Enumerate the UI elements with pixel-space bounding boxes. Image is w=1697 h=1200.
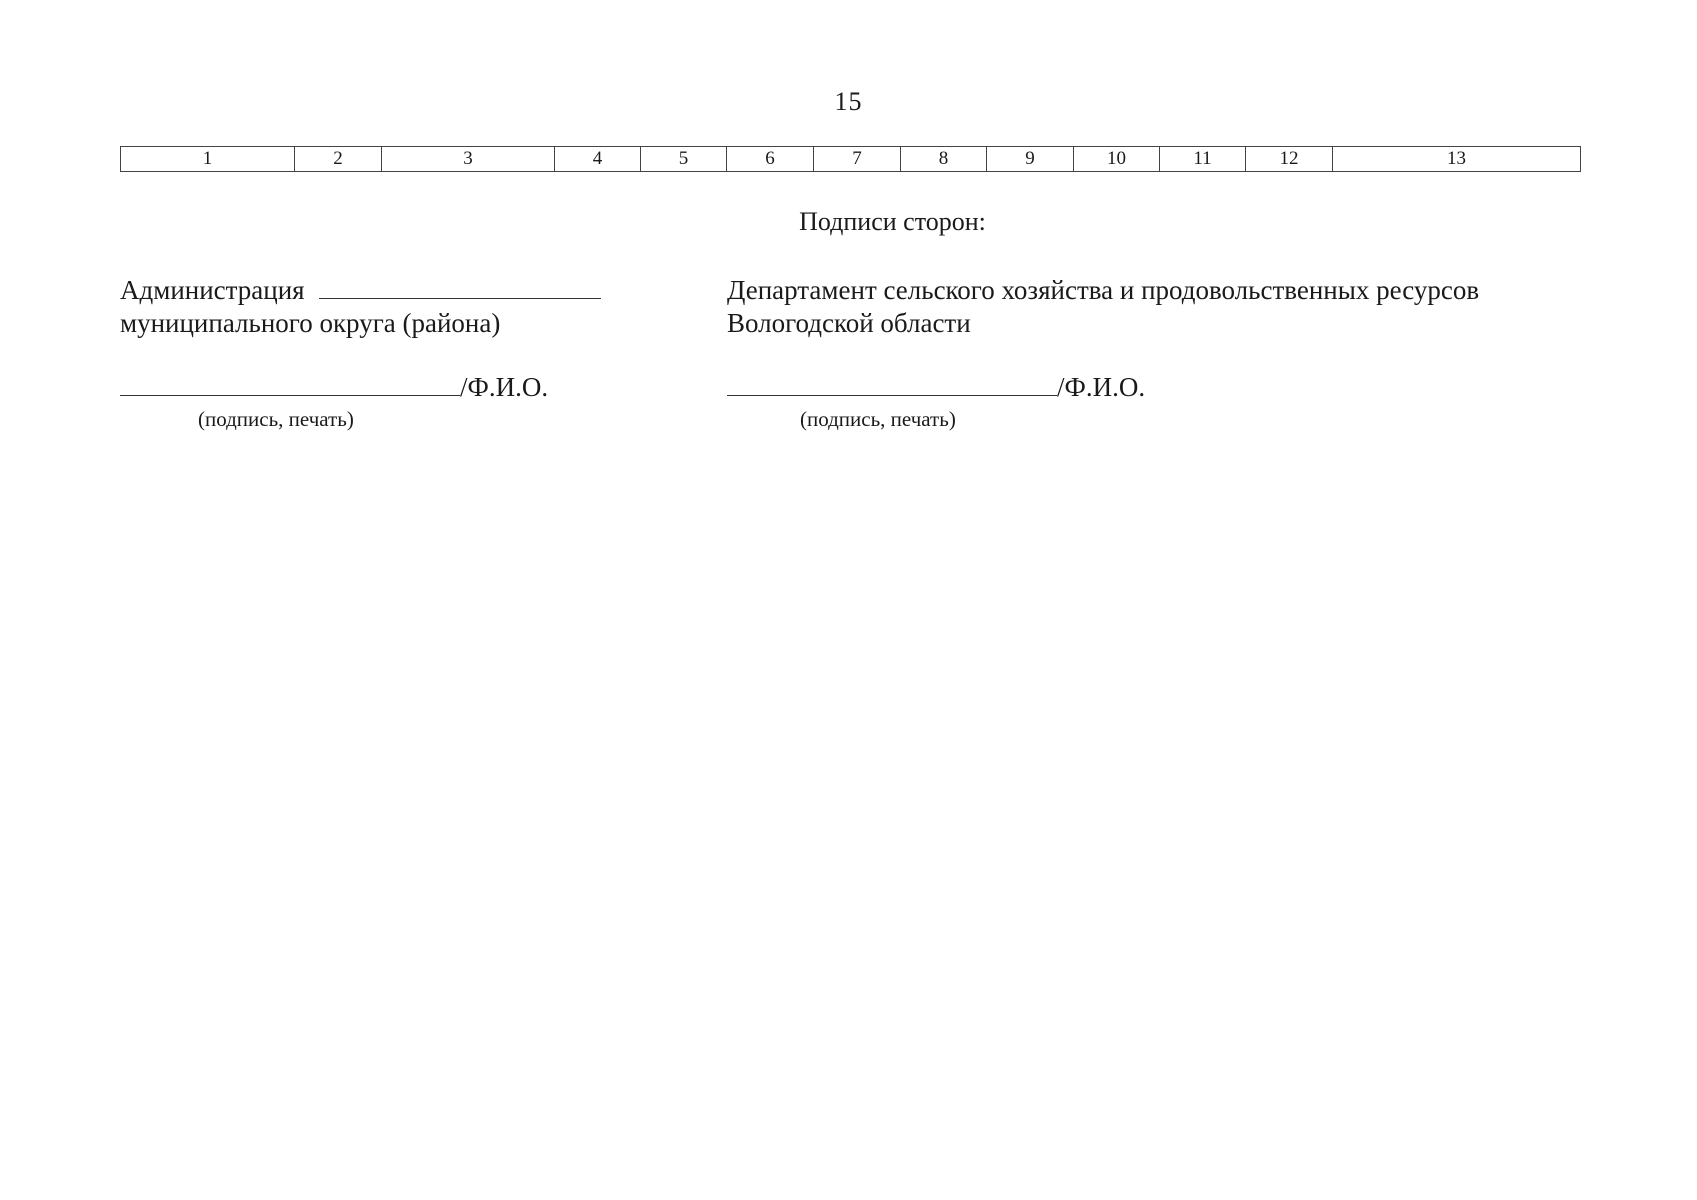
- column-number-cell: 4: [555, 147, 641, 172]
- column-number-cell: 5: [641, 147, 727, 172]
- column-number-cell: 13: [1333, 147, 1581, 172]
- right-signature-caption: (подпись, печать): [800, 407, 956, 431]
- left-party-line1: Администрация: [120, 275, 305, 305]
- column-number-cell: 12: [1246, 147, 1333, 172]
- right-party-block: [727, 274, 1479, 340]
- right-signature-row: [727, 371, 1145, 404]
- signatures-title: Подписи сторон:: [799, 207, 986, 236]
- left-fio-label: /Ф.И.О.: [460, 372, 549, 402]
- left-party-block: [120, 274, 601, 340]
- left-party-line2: муниципального округа (района): [120, 308, 501, 338]
- column-number-cell: 1: [121, 147, 295, 172]
- column-number-cell: 7: [814, 147, 901, 172]
- column-number-cell: 8: [901, 147, 987, 172]
- municipality-name-line[interactable]: [319, 278, 601, 299]
- table-row: [121, 147, 1581, 172]
- right-party-line1: Департамент сельского хозяйства и продовольственных ресурсов: [727, 275, 1480, 305]
- left-signature-caption: (подпись, печать): [198, 407, 354, 431]
- column-number-cell: 10: [1074, 147, 1160, 172]
- right-signature-line[interactable]: [727, 375, 1057, 396]
- right-party-line2: Вологодской области: [727, 308, 971, 338]
- column-number-cell: 6: [727, 147, 814, 172]
- left-signature-line[interactable]: [120, 375, 460, 396]
- column-number-cell: 9: [987, 147, 1074, 172]
- left-signature-row: [120, 371, 548, 404]
- right-fio-label: /Ф.И.О.: [1057, 372, 1146, 402]
- column-number-cell: 3: [382, 147, 555, 172]
- column-numbers-table: [120, 146, 1581, 172]
- column-number-cell: 2: [295, 147, 382, 172]
- page-number: 15: [834, 87, 863, 116]
- column-number-cell: 11: [1160, 147, 1246, 172]
